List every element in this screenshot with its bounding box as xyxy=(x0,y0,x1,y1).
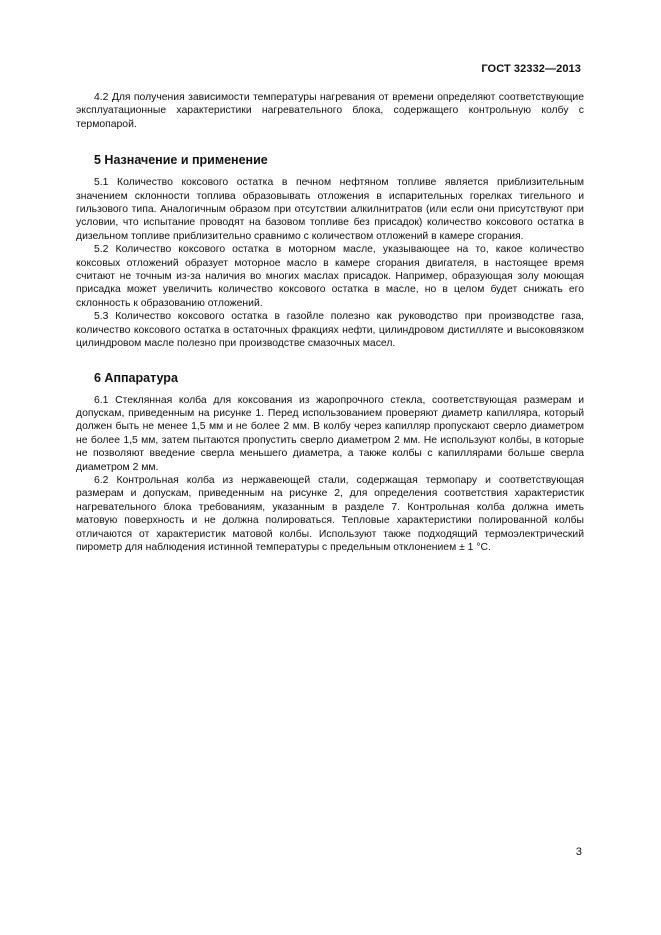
paragraph-5-1: 5.1 Количество коксового остатка в печном нефтяном топливе является приблизительным значением склонности топлива образовывать отложения в испарительных горелках тигельного и гильзового типа. Аналогичным образом при отсутствии алкилнитратов (или если они присутствуют при условии, что испытание проводят на базовом топливе без присадок) количество коксового остатка в дизельном топливе приблизительно сравнимо с количеством отложений в камере сгорания. xyxy=(76,177,584,242)
paragraph-4-2: 4.2 Для получения зависимости температуры нагревания от времени определяют соответствующие эксплуатационные характеристики нагревательного блока, содержащего контрольную колбу с термопарой. xyxy=(76,92,584,130)
section-5-heading: 5 Назначение и применение xyxy=(94,153,268,168)
paragraph-6-2: 6.2 Контрольная колба из нержавеющей стали, содержащая термопару и соответствующая размерам и допускам, приведенным на рисунке 2, для определения соответствия характеристик нагревательного блока требованиям, указанным в разделе 7. Контрольная колба должна иметь матовую поверхность и не должна полироваться. Тепловые характеристики полированной колбы отличаются от характеристик матовой колбы. Используют также подходящий термоэлектрический пирометр для наблюдения истинной температуры с предельным отклонением ± 1 °С. xyxy=(76,474,584,553)
section-6-heading: 6 Аппаратура xyxy=(94,370,178,385)
paragraph-5-2: 5.2 Количество коксового остатка в моторном масле, указывающее на то, какое количество коксовых отложений образует моторное масло в камере сгорания двигателя, в настоящее время считают не точным из-за наличия во многих маслах присадок. Например, образующая золу моющая присадка может увеличить количество коксового остатка в масле, но в целом будет снижать его склонность к образованию отложений. xyxy=(76,244,584,309)
paragraph-6-1: 6.1 Стеклянная колба для коксования из жаропрочного стекла, соответствующая размерам и допускам, приведенным на рисунке 1. Перед использованием проверяют диаметр капилляра, который должен быть не менее 1,5 мм и не более 2 мм. В колбу через капилляр пропускают сверло диаметром не более 1,5 мм, затем пытаются пропустить сверло диаметром 2 мм. Не используют колбы, в которые не позволяют введение сверла меньшего диаметра, а также колбы с капиллярами больше сверла диаметром 2 мм. xyxy=(76,394,584,473)
standard-code-header: ГОСТ 32332—2013 xyxy=(481,63,581,75)
document-body xyxy=(76,91,584,554)
paragraph-5-3: 5.3 Количество коксового остатка в газойле полезно как руководство при производстве газа, количество коксового остатка в остаточных фракциях нефти, цилиндровом дистилляте и высоковязком цилиндровом масле полезно при производстве смазочных масел. xyxy=(76,311,584,350)
page-number: 3 xyxy=(575,846,582,858)
